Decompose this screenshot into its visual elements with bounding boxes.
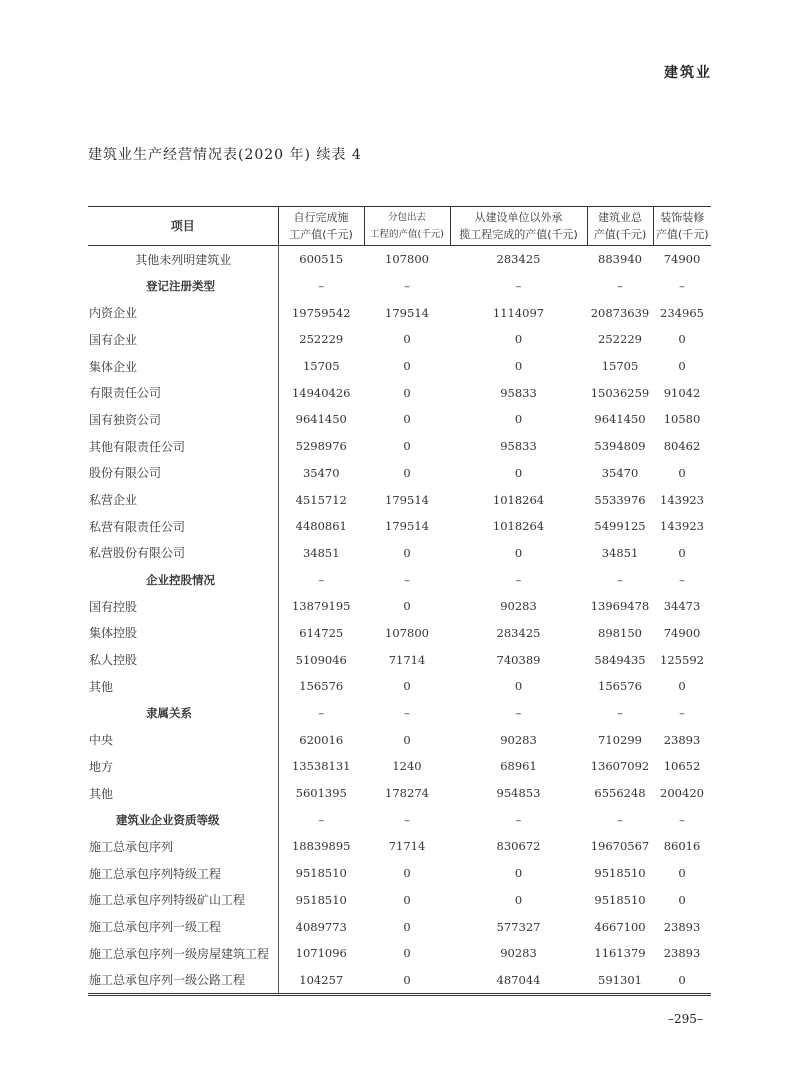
table-row <box>88 620 711 647</box>
cell-value: 0 <box>403 412 411 427</box>
row-label: 施工总承包序列一级工程 <box>88 913 278 940</box>
cell-value: 0 <box>678 359 686 374</box>
cell-value: 0 <box>403 946 411 961</box>
cell-value: – <box>617 706 623 721</box>
cell-value: 0 <box>403 732 411 747</box>
table-row <box>88 299 711 326</box>
cell-value: 9518510 <box>295 866 347 881</box>
cell-value: 0 <box>403 439 411 454</box>
cell-value: 1161379 <box>594 946 646 961</box>
cell-value: 0 <box>403 359 411 374</box>
row-label: 集体控股 <box>88 620 278 647</box>
cell-value: 0 <box>403 679 411 694</box>
row-label: 隶属关系 <box>88 700 278 727</box>
cell-value: 90283 <box>500 599 537 614</box>
cell-value: 0 <box>678 866 686 881</box>
cell-value: 15705 <box>601 359 639 374</box>
cell-value: 156576 <box>299 679 344 694</box>
cell-value: 74900 <box>663 252 701 267</box>
table-row <box>88 967 711 994</box>
table-section-row <box>88 273 711 300</box>
cell-value: 34851 <box>302 545 340 560</box>
row-label: 股份有限公司 <box>88 460 278 487</box>
cell-value: 143923 <box>660 519 704 534</box>
table-row <box>88 940 711 967</box>
column-header-item <box>88 207 278 246</box>
cell-value: 0 <box>403 545 411 560</box>
cell-value: 125592 <box>660 652 704 667</box>
cell-value: 0 <box>403 919 411 934</box>
cell-value: 0 <box>403 892 411 907</box>
cell-value: 0 <box>403 866 411 881</box>
cell-value: 86016 <box>663 839 701 854</box>
cell-value: 179514 <box>385 519 429 534</box>
cell-value: – <box>515 572 522 587</box>
row-label: 建筑业企业资质等级 <box>88 806 278 833</box>
row-label: 国有控股 <box>88 593 278 620</box>
cell-value: 0 <box>678 545 686 560</box>
cell-value: 5394809 <box>594 439 646 454</box>
header-line: 装饰装修 <box>660 211 705 224</box>
cell-value: – <box>617 572 623 587</box>
row-label: 有限责任公司 <box>88 379 278 406</box>
row-label: 施工总承包序列一级公路工程 <box>88 967 278 994</box>
row-label: 施工总承包序列一级房屋建筑工程 <box>88 940 278 967</box>
table-row <box>88 913 711 940</box>
cell-value: 71714 <box>388 839 426 854</box>
table-row <box>88 433 711 460</box>
row-label: 其他未列明建筑业 <box>88 246 278 273</box>
cell-value: 95833 <box>500 385 537 400</box>
row-label: 施工总承包序列 <box>88 833 278 860</box>
cell-value: 577327 <box>496 919 541 934</box>
statistics-table-container <box>88 206 711 996</box>
cell-value: 9518510 <box>594 892 646 907</box>
cell-value: 20873639 <box>590 305 650 320</box>
table-row <box>88 406 711 433</box>
header-line: 产值(千元) <box>655 228 709 241</box>
row-label: 国有企业 <box>88 326 278 353</box>
cell-value: 954853 <box>496 786 541 801</box>
cell-value: – <box>515 812 522 827</box>
table-row <box>88 246 711 273</box>
row-label: 其他 <box>88 780 278 807</box>
cell-value: 0 <box>678 465 686 480</box>
table-section-row <box>88 700 711 727</box>
table-row <box>88 593 711 620</box>
cell-value: 1114097 <box>492 305 545 320</box>
cell-value: 0 <box>403 332 411 347</box>
cell-value: 9518510 <box>594 866 646 881</box>
cell-value: 0 <box>678 892 686 907</box>
table-row <box>88 486 711 513</box>
header-line: 分包出去 <box>387 212 426 223</box>
table-row <box>88 780 711 807</box>
table-row <box>88 646 711 673</box>
cell-value: 1018264 <box>492 519 545 534</box>
row-label: 私人控股 <box>88 646 278 673</box>
table-title: 建筑业生产经营情况表(2020 年) 续表 4 <box>88 147 362 163</box>
table-row <box>88 540 711 567</box>
cell-value: 600515 <box>299 252 344 267</box>
column-header-item-label: 项目 <box>170 218 195 233</box>
cell-value: 1240 <box>392 759 422 774</box>
cell-value: 234965 <box>660 305 704 320</box>
row-label: 其他 <box>88 673 278 700</box>
row-label: 地方 <box>88 753 278 780</box>
cell-value: 13969478 <box>590 599 650 614</box>
cell-value: 74900 <box>663 625 701 640</box>
cell-value: 4480861 <box>295 519 347 534</box>
row-label: 国有独资公司 <box>88 406 278 433</box>
cell-value: 283425 <box>496 625 541 640</box>
cell-value: 252229 <box>598 332 642 347</box>
cell-value: 34473 <box>663 599 701 614</box>
cell-value: 0 <box>678 972 686 987</box>
cell-value: 0 <box>678 332 686 347</box>
table-section-row <box>88 566 711 593</box>
column-header-total-output <box>587 207 653 246</box>
row-label: 内资企业 <box>88 299 278 326</box>
cell-value: 620016 <box>299 732 344 747</box>
table-row <box>88 379 711 406</box>
table-row <box>88 833 711 860</box>
column-header-subcontracted <box>364 207 450 246</box>
cell-value: – <box>318 572 325 587</box>
cell-value: 1018264 <box>492 492 545 507</box>
table-row <box>88 513 711 540</box>
row-label: 私营股份有限公司 <box>88 540 278 567</box>
cell-value: 143923 <box>660 492 704 507</box>
cell-value: 13538131 <box>291 759 351 774</box>
table-row <box>88 353 711 380</box>
row-label: 施工总承包序列特级工程 <box>88 860 278 887</box>
cell-value: 5849435 <box>594 652 646 667</box>
table-row <box>88 326 711 353</box>
row-label: 私营企业 <box>88 486 278 513</box>
cell-value: 200420 <box>660 786 704 801</box>
cell-value: 252229 <box>299 332 344 347</box>
cell-value: 0 <box>514 866 523 881</box>
header-line: 自行完成施 <box>293 211 349 224</box>
cell-value: 830672 <box>496 839 541 854</box>
cell-value: 6556248 <box>594 786 646 801</box>
page-number: –295– <box>668 1012 703 1026</box>
row-label: 集体企业 <box>88 353 278 380</box>
table-row <box>88 673 711 700</box>
row-label: 登记注册类型 <box>88 273 278 300</box>
cell-value: 9518510 <box>295 892 347 907</box>
header-line: 工产值(千元) <box>289 228 353 241</box>
header-line: 建筑业总 <box>598 211 642 224</box>
cell-value: 9641450 <box>594 412 646 427</box>
cell-value: 5601395 <box>295 786 347 801</box>
cell-value: – <box>318 706 325 721</box>
table-header-row <box>88 207 711 246</box>
cell-value: 4089773 <box>295 919 347 934</box>
cell-value: 710299 <box>598 732 642 747</box>
column-header-self-completed <box>278 207 364 246</box>
cell-value: 95833 <box>500 439 537 454</box>
cell-value: – <box>679 572 685 587</box>
cell-value: 0 <box>514 892 523 907</box>
cell-value: 35470 <box>601 465 639 480</box>
cell-value: 0 <box>403 465 411 480</box>
table-row <box>88 753 711 780</box>
cell-value: 0 <box>514 359 523 374</box>
cell-value: – <box>318 812 325 827</box>
cell-value: 4667100 <box>594 919 646 934</box>
cell-value: 68961 <box>500 759 537 774</box>
cell-value: 0 <box>678 679 686 694</box>
column-header-external-contracted <box>450 207 587 246</box>
cell-value: 898150 <box>598 625 642 640</box>
cell-value: 4515712 <box>295 492 347 507</box>
cell-value: 90283 <box>500 732 537 747</box>
cell-value: 883940 <box>598 252 642 267</box>
cell-value: 0 <box>403 972 411 987</box>
cell-value: 0 <box>514 465 523 480</box>
row-label: 企业控股情况 <box>88 566 278 593</box>
cell-value: 283425 <box>496 252 541 267</box>
table-row <box>88 860 711 887</box>
table-row <box>88 887 711 914</box>
cell-value: 591301 <box>598 972 642 987</box>
cell-value: 19670567 <box>590 839 650 854</box>
header-line: 工程的产值(千元) <box>370 229 444 240</box>
cell-value: 0 <box>514 679 523 694</box>
cell-value: – <box>515 706 522 721</box>
header-line: 从建设单位以外承 <box>474 211 563 224</box>
cell-value: 487044 <box>496 972 541 987</box>
cell-value: – <box>404 279 410 294</box>
cell-value: 178274 <box>385 786 429 801</box>
row-label: 其他有限责任公司 <box>88 433 278 460</box>
cell-value: 5298976 <box>295 439 347 454</box>
cell-value: 10652 <box>663 759 701 774</box>
cell-value: – <box>617 812 623 827</box>
cell-value: 23893 <box>663 732 701 747</box>
cell-value: 10580 <box>663 412 701 427</box>
cell-value: 0 <box>403 599 411 614</box>
cell-value: – <box>679 812 685 827</box>
cell-value: 0 <box>403 385 411 400</box>
running-head: 建筑业 <box>664 65 712 81</box>
row-label: 中央 <box>88 726 278 753</box>
table-body <box>88 246 711 994</box>
row-label: 私营有限责任公司 <box>88 513 278 540</box>
cell-value: – <box>515 279 522 294</box>
cell-value: 23893 <box>663 946 701 961</box>
cell-value: 5533976 <box>594 492 646 507</box>
cell-value: 19759542 <box>291 305 351 320</box>
cell-value: 107800 <box>385 252 429 267</box>
cell-value: 80462 <box>663 439 701 454</box>
cell-value: 90283 <box>500 946 537 961</box>
table-section-row <box>88 806 711 833</box>
header-line: 揽工程完成的产值(千元) <box>459 228 578 241</box>
cell-value: 15705 <box>302 359 340 374</box>
cell-value: 71714 <box>388 652 426 667</box>
cell-value: 740389 <box>496 652 541 667</box>
cell-value: – <box>318 279 325 294</box>
cell-value: 179514 <box>385 305 429 320</box>
cell-value: 1071096 <box>295 946 347 961</box>
cell-value: 35470 <box>302 465 340 480</box>
cell-value: 107800 <box>385 625 429 640</box>
cell-value: 13607092 <box>590 759 650 774</box>
cell-value: 5499125 <box>594 519 646 534</box>
cell-value: 5109046 <box>295 652 347 667</box>
cell-value: – <box>679 279 685 294</box>
cell-value: 0 <box>514 545 523 560</box>
cell-value: 156576 <box>598 679 642 694</box>
cell-value: 179514 <box>385 492 429 507</box>
cell-value: 91042 <box>663 385 701 400</box>
cell-value: 9641450 <box>295 412 347 427</box>
row-label: 施工总承包序列特级矿山工程 <box>88 887 278 914</box>
cell-value: 14940426 <box>291 385 351 400</box>
table-row <box>88 726 711 753</box>
construction-statistics-table <box>88 207 711 993</box>
cell-value: 0 <box>514 332 523 347</box>
cell-value: – <box>404 706 410 721</box>
cell-value: 104257 <box>299 972 344 987</box>
cell-value: 614725 <box>299 625 344 640</box>
header-line: 产值(千元) <box>593 228 647 241</box>
cell-value: 13879195 <box>291 599 351 614</box>
cell-value: – <box>617 279 623 294</box>
table-row <box>88 460 711 487</box>
cell-value: – <box>404 572 410 587</box>
cell-value: 0 <box>514 412 523 427</box>
cell-value: 34851 <box>601 545 639 560</box>
cell-value: 18839895 <box>291 839 351 854</box>
column-header-decoration-output <box>653 207 711 246</box>
cell-value: 23893 <box>663 919 701 934</box>
cell-value: – <box>404 812 410 827</box>
cell-value: – <box>679 706 685 721</box>
cell-value: 15036259 <box>590 385 650 400</box>
